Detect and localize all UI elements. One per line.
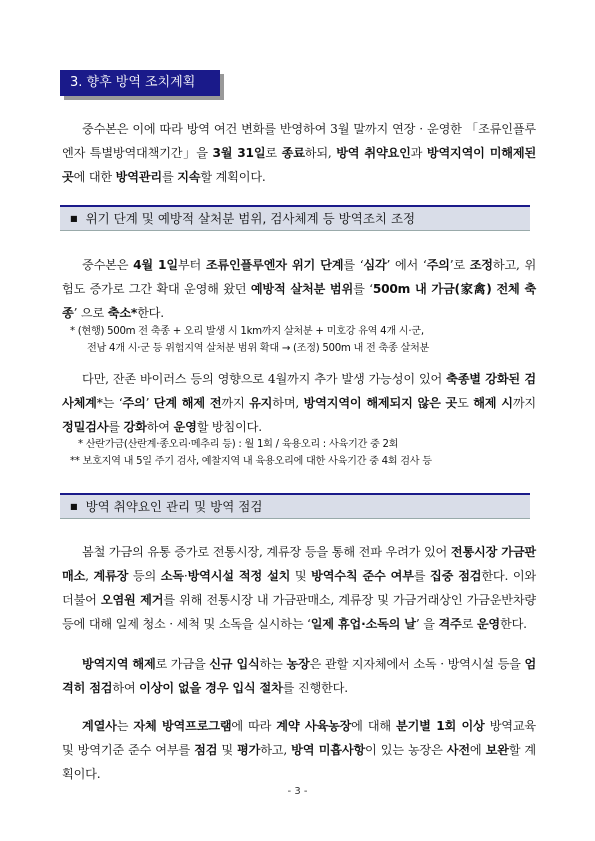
text-run: 를 진행한다. [282, 681, 348, 695]
bold-text-run: 정밀검사 [62, 420, 109, 434]
text-run: 에 대해 [351, 719, 397, 733]
bold-text-run: 엄격히 점검 [62, 657, 537, 695]
bold-text-run: 자체 방역프로그램 [133, 719, 232, 733]
bold-text-run: 방역수칙 준수 여부 [311, 569, 414, 583]
bold-text-run: 평가 [237, 743, 261, 757]
text-run: 하여 [112, 681, 140, 695]
subsection-title: 방역 취약요인 관리 및 방역 점검 [85, 499, 263, 514]
text-run: 까지 [221, 396, 250, 410]
text-run: ’ 을 [415, 617, 439, 631]
intro-paragraph [62, 117, 536, 189]
text-run: 및 [217, 743, 238, 757]
text-run: 다만, 잔존 바이러스 등의 영향으로 4월까지 추가 발생 가능성이 있어 [82, 372, 447, 386]
bold-text-run: 점검 [194, 743, 218, 757]
text-run: 이 있는 농장은 [365, 743, 447, 757]
text-run: , [85, 569, 94, 583]
text-run: 할 방침이다. [196, 420, 262, 434]
bold-text-run: 농장 [286, 657, 310, 671]
text-run: 할 계획이다. [200, 170, 266, 184]
text-run: 로 [461, 617, 477, 631]
bold-text-run: 방역 미흡사항 [291, 743, 366, 757]
bold-text-run: 축소* [107, 306, 138, 320]
footnote-line: * (현행) 500m 전 축종 + 오리 발생 시 1km까지 살처분 + 미호강 유역 4개 시·군, [70, 326, 424, 337]
text-run: 중수본은 [82, 258, 134, 272]
bold-text-run: 주의 [426, 258, 450, 272]
bold-text-run: 지속 [177, 170, 201, 184]
text-run: ’ 으로 [73, 306, 108, 320]
text-run: 를 [413, 569, 431, 583]
footnote-line: * 산란가금(산란계·종오리·메추리 등) : 월 1회 / 육용오리 : 사육기간 중 2회 [78, 439, 399, 450]
bold-text-run: 신규 입식 [209, 657, 260, 671]
subsection-title: 위기 단계 및 예방적 살처분 범위, 검사체계 등 방역조치 조정 [85, 211, 416, 226]
text-run: 로 가금을 [155, 657, 210, 671]
text-run: 한다. [500, 617, 527, 631]
text-run: ’ [145, 396, 154, 410]
text-run: 에 대한 [73, 170, 116, 184]
text-run: 에 따라 [231, 719, 277, 733]
bold-text-run: 유지 [249, 396, 273, 410]
bold-text-run: 격주 [438, 617, 462, 631]
text-run: 를 [161, 170, 178, 184]
bold-text-run: 종료 [281, 146, 305, 160]
square-bullet-icon: ■ [70, 502, 78, 511]
text-run: 하며, [272, 396, 304, 410]
bold-text-run: 예방적 살처분 범위 [250, 282, 354, 296]
text-run: *는 ‘ [96, 396, 123, 410]
bold-text-run: 소독 [160, 569, 184, 583]
bold-text-run: 계류장 [93, 569, 129, 583]
bold-text-run: 보완 [485, 743, 509, 757]
paragraph-integrators [62, 714, 536, 786]
text-run: · [183, 569, 188, 583]
text-run: 중수본은 이에 따라 방역 여건 변화를 반영하여 3월 말까지 연장 · 운영한 「조류인플루엔자 특별방역대책기간」을 [62, 122, 536, 160]
text-run: 를 [108, 420, 124, 434]
subsection-header-2 [60, 493, 530, 519]
text-run: 도 [457, 396, 474, 410]
text-run: 부터 [177, 258, 206, 272]
bold-text-run: 사전 [446, 743, 470, 757]
bold-text-run: 방역관리 [115, 170, 162, 184]
text-run: 는 [116, 719, 134, 733]
text-run: 한다. 이와 더불어 [62, 569, 536, 607]
subsection-header-1 [60, 205, 530, 231]
text-run: 를 ‘ [343, 258, 364, 272]
text-run: 방역교육 및 방역기준 준수 여부를 [62, 719, 537, 757]
bold-text-run: 운영 [173, 420, 197, 434]
text-run: 할 계획이다. [62, 743, 536, 781]
footnote-line: 전남 4개 시·군 등 위험지역 살처분 범위 확대 → (조정) 500m 내 전 축종 살처분 [87, 343, 430, 354]
text-run: 를 위해 전통시장 내 가금판매소, 계류장 및 가금거래상인 가금운반차량 등에 대해 일제 청소 · 세척 및 소독을 실시하는 ‘ [62, 593, 537, 631]
bold-text-run: 조정 [469, 258, 493, 272]
text-run: 및 [290, 569, 312, 583]
text-run: 봄철 가금의 유통 증가로 전통시장, 계류장 등을 통해 전파 우려가 있어 [82, 545, 451, 559]
bold-text-run: 방역 취약요인 [336, 146, 411, 160]
text-run: 한다. [137, 306, 164, 320]
bold-text-run: 강화 [123, 420, 147, 434]
bold-text-run: 3월 31일 [212, 146, 266, 160]
footnote-line: ** 보호지역 내 5일 주기 검사, 예찰지역 내 육용오리에 대한 사육기간 중 4회 검사 등 [70, 456, 432, 467]
bold-text-run: 방역지역이 미해제된 곳 [62, 146, 537, 184]
bold-text-run: 이상이 없을 경우 입식 절차 [139, 681, 283, 695]
text-run: 에 [469, 743, 486, 757]
bold-text-run: 계열사 [82, 719, 117, 733]
section-title: 3. 향후 방역 조치계획 [60, 70, 220, 96]
bold-text-run: 4월 1일 [133, 258, 178, 272]
text-run: 하고, 위험도 증가로 그간 확대 운영해 왔던 [62, 258, 537, 296]
text-run: ’로 [449, 258, 470, 272]
text-run: 하는 [259, 657, 287, 671]
bold-text-run: 분기별 1회 이상 [396, 719, 485, 733]
paragraph-testing [62, 367, 536, 439]
paragraph-restocking [62, 652, 536, 700]
text-run: 하되, [304, 146, 337, 160]
bold-text-run: 방역지역 해제 [82, 657, 156, 671]
bold-text-run: 집중 점검 [430, 569, 482, 583]
bold-text-run: 일제 휴업·소독의 날 [310, 617, 416, 631]
bold-text-run: 축종별 강화된 검사체계 [62, 372, 536, 410]
page-number: - 3 - [287, 786, 308, 797]
text-run: 은 관할 지자체에서 소독 · 방역시설 등을 [309, 657, 525, 671]
text-run: 하고, [260, 743, 292, 757]
text-run: 하여 [146, 420, 174, 434]
bold-text-run: 조류인플루엔자 위기 단계 [205, 258, 344, 272]
footnote-testing [70, 436, 540, 470]
text-run: ’ 에서 ‘ [386, 258, 427, 272]
text-run: 로 [265, 146, 282, 160]
bold-text-run: 해제 시 [473, 396, 513, 410]
bold-text-run: 심각 [363, 258, 387, 272]
bold-text-run: 계약 사육농장 [276, 719, 352, 733]
text-run: 등의 [128, 569, 161, 583]
text-run: 를 ‘ [353, 282, 373, 296]
bold-text-run: 운영 [476, 617, 501, 631]
bold-text-run: 방역시설 적정 설치 [187, 569, 291, 583]
bold-text-run: 오염원 제거 [100, 593, 164, 607]
footnote-culling [70, 323, 540, 357]
bold-text-run: 주의 [122, 396, 146, 410]
bold-text-run: 단계 해제 전 [153, 396, 222, 410]
text-run: 과 [410, 146, 427, 160]
square-bullet-icon: ■ [70, 214, 78, 223]
paragraph-market-inspection [62, 540, 536, 636]
text-run: 까지 [512, 396, 536, 410]
paragraph-alert-level [62, 253, 536, 325]
bold-text-run: 500m 내 가금(家禽) 전체 축종 [62, 282, 537, 320]
bold-text-run: 전통시장 가금판매소 [62, 545, 536, 583]
bold-text-run: 방역지역이 해제되지 않은 곳 [303, 396, 458, 410]
